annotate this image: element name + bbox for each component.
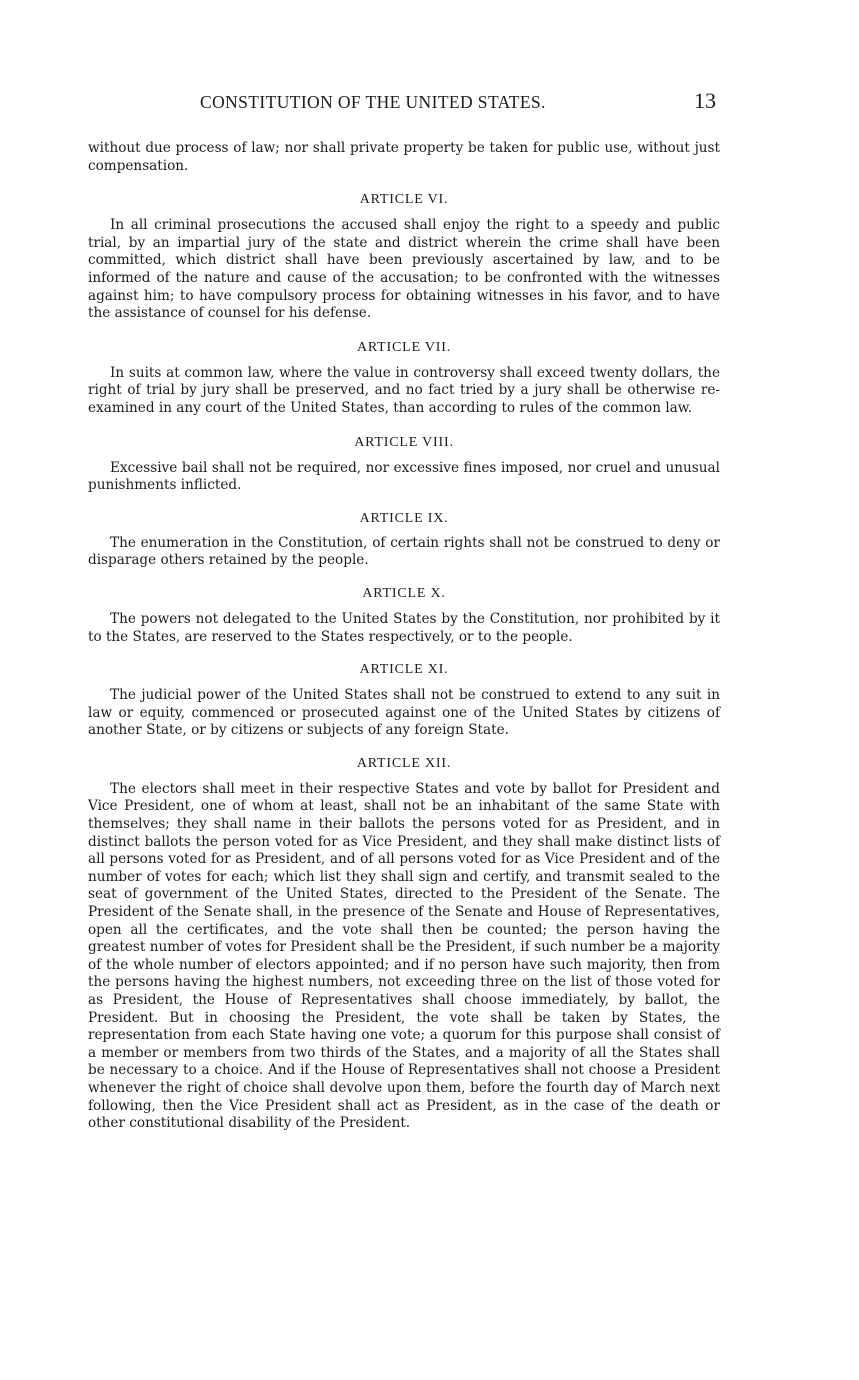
article-heading: ARTICLE XII.: [356, 755, 452, 771]
article-heading: ARTICLE VI.: [359, 192, 449, 208]
running-title: CONSTITUTION OF THE UNITED STATES.: [200, 92, 546, 112]
article-heading: ARTICLE XI.: [359, 662, 449, 678]
article-heading: ARTICLE IX.: [359, 510, 449, 526]
article-heading: ARTICLE X.: [362, 585, 446, 601]
article-text: The enumeration in the Constitution, of certain rights shall not be construed to deny or disparage others retained by the people.: [88, 534, 720, 569]
document-page: [88, 88, 720, 1133]
article-text: In suits at common law, where the value in controversy shall exceed twenty dollars, the right of trial by jury shall be preserved, and no fact tried by a jury shall be otherwise re-examined in any court of the United States, than according to rules of the common law.: [88, 364, 720, 416]
article-text: The powers not delegated to the United States by the Constitution, nor prohibited by it to the States, are reserved to the States respectively, or to the people.: [88, 610, 720, 645]
article-text: Excessive bail shall not be required, nor excessive fines imposed, nor cruel and unusual punishments inflicted.: [88, 459, 720, 494]
article-text: The electors shall meet in their respective States and vote by ballot for President and Vice President, one of whom at least, shall not be an inhabitant of the same State with themselves; they shall name in their ballots the persons voted for as President, and in distinct ballots the person voted for as Vice President, and they shall make distinct lists of all persons voted for as President, and of all persons voted for as Vice President and of the number of votes for each; which list they shall sign and certify, and transmit sealed to the seat of government of the United States, directed to the President of the Senate. The President of the Senate shall, in the presence of the Senate and House of Representatives, open all the certificates, and the vote shall then be counted; the person having the greatest number of votes for President shall be the President, if such number be a majority of the whole number of electors appointed; and if no person have such majority, then from the persons having the highest numbers, not exceeding three on the list of those voted for as President, the House of Representatives shall choose immediately, by ballot, the President. But in choosing the President, the vote shall be taken by States, the representation from each State having one vote; a quorum for this purpose shall consist of a member or members from two thirds of the States, and a majority of all the States shall be necessary to a choice. And if the House of Representatives shall not choose a President whenever the right of choice shall devolve upon them, before the fourth day of March next following, then the Vice President shall act as President, as in the case of the death or other constitutional disability of the President.: [88, 780, 720, 1132]
continuation-paragraph: without due process of law; nor shall private property be taken for public use, without just compensation.: [88, 140, 720, 174]
article-text: The judicial power of the United States shall not be construed to extend to any suit in law or equity, commenced or prosecuted against one of the United States by citizens of another State, or by citizens or subjects of any foreign State.: [88, 687, 720, 739]
article-text: In all criminal prosecutions the accused shall enjoy the right to a speedy and public trial, by an impartial jury of the state and district wherein the crime shall have been committed, which district shall have been previously ascertained by law, and to be informed of the nature and cause of the accusation; to be confronted with the witnesses against him; to have compulsory process for obtaining witnesses in his favor, and to have the assistance of counsel for his defense.: [88, 217, 720, 322]
article-heading: ARTICLE VII.: [356, 339, 452, 355]
running-header: [88, 88, 720, 118]
article-heading: ARTICLE VIII.: [354, 434, 454, 450]
page-number: 13: [694, 88, 716, 113]
